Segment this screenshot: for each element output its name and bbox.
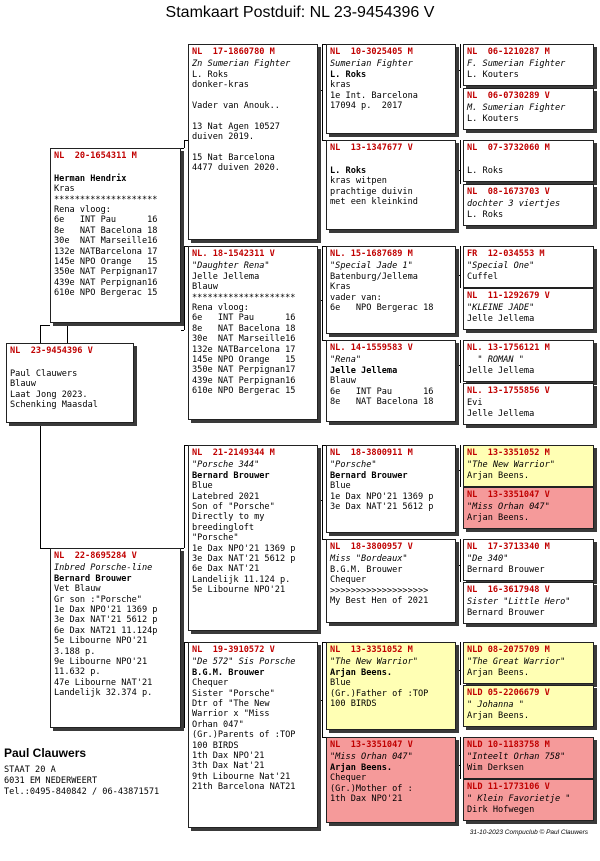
card-line: Bernard Brouwer <box>467 607 545 618</box>
pedigree-card-g4 <box>463 184 594 226</box>
owner-phone: Tel.:0495-840842 / 06-43871571 <box>4 787 160 797</box>
pedigree-card-subject <box>6 343 134 423</box>
ring-number: NLD 08-2075709 M <box>467 645 550 655</box>
card-line: Inbred Porsche-line <box>54 563 153 574</box>
card-line: L. Roks <box>330 69 367 80</box>
card-line: met een kleinkind <box>330 197 418 208</box>
ring-number: NL 11-1292679 V <box>467 291 550 301</box>
pedigree-card-g2 <box>463 88 594 130</box>
ring-number: NL 13-3351052 M <box>330 645 413 655</box>
card-line: 1e Dax NPO'21 1369 p <box>330 491 434 502</box>
card-line: Herman Hendrix <box>54 173 127 184</box>
pedigree-card-ffm <box>326 140 456 230</box>
card-line: Blue <box>330 481 351 492</box>
ring-number: FR 12-034553 M <box>467 249 545 259</box>
ring-number: NL 13-3351047 V <box>467 490 550 500</box>
connector-line <box>181 148 184 149</box>
card-line: Batenburg/Jellema <box>330 271 418 282</box>
connector-line <box>181 330 184 331</box>
card-line: 30e NAT Marseille16 <box>54 236 158 247</box>
card-line: "The New Warrior" <box>330 657 418 668</box>
card-line: 3e Dax NAT'21 5612 p <box>330 502 434 513</box>
connector-line <box>456 365 460 366</box>
card-line: 9e Libourne NPO'21 <box>54 657 148 668</box>
connector-line <box>318 500 322 501</box>
card-line: 100 BIRDS <box>192 740 239 751</box>
card-line: 145e NPO Orange 15 <box>54 257 158 268</box>
pedigree-card-g6 <box>463 288 594 330</box>
card-line: 350e NAT Perpignan17 <box>54 267 158 278</box>
ring-number: NLD 11-1773106 V <box>467 782 550 792</box>
card-line: 1th Dax NPO'21 <box>192 751 265 762</box>
pedigree-card-g14 <box>463 685 594 727</box>
card-line: Bernard Brouwer <box>467 564 545 575</box>
card-line: Kras <box>330 282 351 293</box>
card-line <box>54 163 177 173</box>
connector-line <box>456 765 460 766</box>
card-line: 8e NAT Bacelona 18 <box>330 397 434 408</box>
card-line: Jelle Jellema <box>467 313 535 324</box>
ring-number: NL 10-3025405 M <box>330 47 413 57</box>
ring-number: NL 13-3351052 M <box>467 448 550 458</box>
pedigree-card-g3 <box>463 140 594 182</box>
card-line: "Miss Orhan 047" <box>467 502 550 513</box>
ring-number: NL. 13-1755856 V <box>467 386 550 396</box>
card-line: Zn Sumerian Fighter <box>192 59 291 70</box>
card-line <box>192 143 314 153</box>
ring-number: NL 23-9454396 V <box>10 346 93 356</box>
card-line: (Gr.)Parents of :TOP <box>192 730 296 741</box>
card-line: duiven 2019. <box>192 132 255 143</box>
connector-line <box>181 548 184 549</box>
ring-number: NL. 13-1756121 M <box>467 343 550 353</box>
connector-line <box>460 246 461 288</box>
card-line: 11.632 p. <box>54 667 101 678</box>
card-line: L. Roks <box>467 209 504 220</box>
card-line: M. Sumerian Fighter <box>467 103 566 114</box>
card-line: 6e Dax NAT21 11.124p <box>54 625 158 636</box>
connector-line <box>67 326 68 327</box>
card-line: "The Great Warrior" <box>467 657 566 668</box>
card-line: 6e INT Pau 16 <box>192 313 296 324</box>
connector-line <box>460 737 461 779</box>
card-line: (Gr.)Mother of : <box>330 783 413 794</box>
owner-street: STAAT 20 A <box>4 765 56 775</box>
card-line: Rena vloog: <box>54 205 111 216</box>
pedigree-card-fmf <box>326 246 456 334</box>
card-line: Rena vloog: <box>192 303 249 314</box>
card-line: 1th Dax NPO'21 <box>330 794 403 805</box>
card-line: " ROMAN " <box>467 355 524 366</box>
card-line: Sister "Little Hero" <box>467 597 571 608</box>
connector-line <box>184 445 185 548</box>
card-line: L. Kouters <box>467 113 519 124</box>
connector-line <box>184 642 185 728</box>
ring-number: NL 13-1347677 V <box>330 143 413 153</box>
ring-number: NL 13-3351047 V <box>330 740 413 750</box>
card-line: Kras <box>54 184 75 195</box>
ring-number: NL 19-3910572 V <box>192 645 275 655</box>
card-line <box>192 111 314 121</box>
footer-credit: 31-10-2023 Compuclub © Paul Clauwers <box>469 829 588 836</box>
ring-number: NL. 14-1559583 V <box>330 343 413 353</box>
connector-line <box>322 642 323 737</box>
card-line: 15 Nat Barcelona <box>192 153 275 164</box>
connector-line <box>67 326 68 343</box>
ring-number: NL 18-3800957 V <box>330 542 413 552</box>
card-line: "Special One" <box>467 261 535 272</box>
card-line: B.G.M. Brouwer <box>192 667 265 678</box>
card-line: "Porsche 344" <box>192 460 260 471</box>
card-line: "KLEINE JADE" <box>467 303 535 314</box>
pedigree-card-g1 <box>463 44 594 86</box>
card-line: Evi <box>467 398 483 409</box>
owner-city: 6031 EM NEDERWEERT <box>4 776 98 786</box>
card-line: Schenking Maasdal <box>10 400 98 411</box>
card-line: Bernard Brouwer <box>54 573 132 584</box>
card-line <box>467 155 590 165</box>
card-line: 3th Dax Nat'21 <box>192 761 265 772</box>
card-line: Vet Blauw <box>54 584 101 595</box>
card-line: Wim Derksen <box>467 762 524 773</box>
card-line: 6e NPO Bergerac 18 <box>330 303 434 314</box>
ring-number: NL 17-3713340 M <box>467 542 550 552</box>
card-line: F. Sumerian Fighter <box>467 59 566 70</box>
card-line: "Special Jade 1" <box>330 261 413 272</box>
pedigree-card-fff <box>326 44 456 134</box>
connector-line <box>460 44 461 88</box>
card-line: 5e Libourne NPO'21 <box>192 585 286 596</box>
page-title: Stamkaart Postduif: NL 23-9454396 V <box>165 4 435 21</box>
card-line: 47e Libourne NAT'21 <box>54 677 153 688</box>
card-line <box>330 155 452 165</box>
card-line: "Rena" <box>330 355 362 366</box>
pedigree-card-mm <box>188 642 318 828</box>
card-line: Gr son :"Porsche" <box>54 594 142 605</box>
card-line: L. Roks <box>192 69 229 80</box>
owner-name: Paul Clauwers <box>4 746 87 760</box>
connector-line <box>456 670 460 671</box>
card-line: Blauw <box>330 376 356 387</box>
card-line: Arjan Beens. <box>467 470 530 481</box>
pedigree-card-g8 <box>463 383 594 425</box>
connector-line <box>460 340 461 383</box>
card-line: 6e INT Pau 16 <box>54 215 158 226</box>
pedigree-card-g5 <box>463 246 594 288</box>
card-line: Blue <box>330 678 351 689</box>
ring-number: NL 06-1210287 M <box>467 47 550 57</box>
connector-line <box>322 246 323 340</box>
card-line: >>>>>>>>>>>>>>>>>>> <box>330 585 429 596</box>
card-line: Warrior x "Miss <box>192 709 270 720</box>
connector-line <box>318 300 322 301</box>
card-line: Jelle Jellema <box>192 271 260 282</box>
card-line: 439e NAT Perpignan16 <box>54 277 158 288</box>
connector-line <box>40 423 41 548</box>
connector-line <box>456 70 460 71</box>
card-line: Arjan Beens. <box>467 667 530 678</box>
card-line: Jelle Jellema <box>467 408 535 419</box>
ring-number: NL 06-0730289 V <box>467 91 550 101</box>
pedigree-card-mmm <box>326 737 456 823</box>
ring-number: NL 16-3617948 V <box>467 585 550 595</box>
pedigree-card-father <box>50 148 181 323</box>
connector-line <box>456 565 460 566</box>
card-line: "De 572" Sis Porsche <box>192 657 296 668</box>
card-line: "Daughter Rena" <box>192 261 270 272</box>
ring-number: NL 20-1654311 M <box>54 151 137 161</box>
connector-line <box>460 642 461 685</box>
pedigree-card-g13 <box>463 642 594 684</box>
card-line: breedingloft <box>192 522 255 533</box>
card-line: " Johanna " <box>467 700 524 711</box>
pedigree-card-mfm <box>326 539 456 623</box>
card-line: donker-kras <box>192 80 249 91</box>
pedigree-card-g16 <box>463 779 594 821</box>
pedigree-card-mf <box>188 445 318 631</box>
card-line: "Miss Orhan 047" <box>330 752 413 763</box>
pedigree-card-ff <box>188 44 318 240</box>
card-line: "Porsche" <box>330 460 377 471</box>
pedigree-card-g10 <box>463 487 594 529</box>
ring-number: NL 08-1673703 V <box>467 187 550 197</box>
card-line: Vader van Anouk.. <box>192 101 280 112</box>
card-line: L. Kouters <box>467 69 519 80</box>
card-line: Dirk Hofwegen <box>467 804 535 815</box>
card-line: Paul Clauwers <box>10 368 78 379</box>
connector-line <box>40 548 50 549</box>
card-line: ******************** <box>54 194 158 205</box>
card-line: 9th Libourne Nat'21 <box>192 771 291 782</box>
pedigree-card-fmm <box>326 340 456 422</box>
card-line: Bernard Brouwer <box>330 470 408 481</box>
ring-number: NL 22-8695284 V <box>54 551 137 561</box>
card-line: Arjan Beens. <box>330 667 393 678</box>
card-line: Chequer <box>330 773 367 784</box>
card-line: "Inteelt Orhan 758" <box>467 752 566 763</box>
card-line: 8e NAT Bacelona 18 <box>54 225 158 236</box>
card-line: prachtige duivin <box>330 186 413 197</box>
card-line: 350e NAT Perpignan17 <box>192 365 296 376</box>
pedigree-card-g9 <box>463 445 594 487</box>
ring-number: NLD 10-1183758 M <box>467 740 550 750</box>
card-line: vader van: <box>330 292 382 303</box>
pedigree-card-g11 <box>463 539 594 581</box>
card-line: ******************** <box>192 292 296 303</box>
pedigree-card-mff <box>326 445 456 533</box>
card-line: Son of "Porsche" <box>192 502 275 513</box>
card-line: 610e NPO Bergerac 15 <box>54 288 158 299</box>
owner-block <box>4 746 159 798</box>
card-line: 132e NATBarcelona 17 <box>192 344 296 355</box>
card-line: Landelijk 11.124 p. <box>192 574 291 585</box>
card-line: Blauw <box>10 379 36 390</box>
connector-line <box>184 140 185 148</box>
card-line: 13 Nat Agen 10527 <box>192 121 280 132</box>
connector-line <box>456 275 460 276</box>
pedigree-card-mother <box>50 548 181 728</box>
card-line: "The New Warrior" <box>467 460 555 471</box>
card-line: Bernard Brouwer <box>192 470 270 481</box>
card-line: 1e Dax NPO'21 1369 p <box>54 605 158 616</box>
pedigree-card-g12 <box>463 582 594 624</box>
card-line: B.G.M. Brouwer <box>330 564 403 575</box>
card-line: Blauw <box>192 282 218 293</box>
card-line: Dtr of "The New <box>192 699 270 710</box>
ring-number: NL 18-3800911 M <box>330 448 413 458</box>
card-line: 610e NPO Bergerac 15 <box>192 386 296 397</box>
card-line: Arjan Beens. <box>330 762 393 773</box>
card-line: Sister "Porsche" <box>192 688 275 699</box>
connector-line <box>322 44 323 140</box>
card-line: kras <box>330 80 351 91</box>
connector-line <box>460 539 461 582</box>
card-line: Sumerian Fighter <box>330 59 413 70</box>
card-line <box>10 358 130 368</box>
pedigree-card-g7 <box>463 340 594 382</box>
connector-line <box>184 246 185 330</box>
card-line: Miss "Bordeaux" <box>330 554 408 565</box>
card-line: 1e Dax NPO'21 1369 p <box>192 543 296 554</box>
card-line: L. Roks <box>467 165 504 176</box>
ring-number: NL. 15-1687689 M <box>330 249 413 259</box>
card-line: 21th Barcelona NAT21 <box>192 782 296 793</box>
card-line: Directly to my <box>192 512 265 523</box>
card-line: 3e Dax NAT'21 5612 p <box>192 554 296 565</box>
ring-number: NL 17-1860780 M <box>192 47 275 57</box>
connector-line <box>318 700 322 701</box>
ring-number: NLD 05-2206679 V <box>467 688 550 698</box>
pedigree-card-fm <box>188 246 318 420</box>
card-line: 3e Dax NAT'21 5612 p <box>54 615 158 626</box>
ring-number: NL 21-2149344 M <box>192 448 275 458</box>
ring-number: NL. 18-1542311 V <box>192 249 275 259</box>
card-line: Jelle Jellema <box>467 365 535 376</box>
card-line: 17094 p. 2017 <box>330 101 403 112</box>
connector-line <box>40 325 41 343</box>
connector-line <box>460 445 461 487</box>
ring-number: NL 07-3732060 M <box>467 143 550 153</box>
connector-line <box>460 140 461 184</box>
connector-line <box>40 325 50 326</box>
card-line: 6e Dax NAT'21 <box>192 564 260 575</box>
card-line <box>192 91 314 101</box>
card-line: Blue <box>192 481 213 492</box>
card-line: "Porsche" <box>192 533 239 544</box>
card-line: 439e NAT Perpignan16 <box>192 375 296 386</box>
card-line: Chequer <box>192 678 229 689</box>
card-line: Cuffel <box>467 271 499 282</box>
card-line: Arjan Beens. <box>467 512 530 523</box>
card-line: Laat Jong 2023. <box>10 389 88 400</box>
pedigree-card-mmf <box>326 642 456 730</box>
card-line: 6e INT Pau 16 <box>330 386 434 397</box>
card-line: kras witpen <box>330 176 387 187</box>
card-line: 5e Libourne NPO'21 <box>54 636 148 647</box>
card-line: 4477 duiven 2020. <box>192 163 280 174</box>
connector-line <box>456 470 460 471</box>
card-line: 100 BIRDS <box>330 699 377 710</box>
card-line: 132e NATBarcelona 17 <box>54 246 158 257</box>
card-line: Latebred 2021 <box>192 491 260 502</box>
card-line: Landelijk 32.374 p. <box>54 688 153 699</box>
card-line: (Gr.)Father of :TOP <box>330 688 429 699</box>
connector-line <box>181 728 184 729</box>
card-line: 8e NAT Bacelona 18 <box>192 323 296 334</box>
pedigree-card-g15 <box>463 737 594 779</box>
connector-line <box>322 445 323 539</box>
card-line: Chequer <box>330 575 367 586</box>
card-line: Arjan Beens. <box>467 710 530 721</box>
card-line: 30e NAT Marseille16 <box>192 334 296 345</box>
card-line: " Klein Favorietje " <box>467 794 571 805</box>
card-line: 3.188 p. <box>54 646 96 657</box>
connector-line <box>456 170 460 171</box>
card-line: "De 340" <box>467 554 509 565</box>
card-line: dochter 3 viertjes <box>467 199 561 210</box>
card-line: 145e NPO Orange 15 <box>192 355 296 366</box>
card-line: My Best Hen of 2021 <box>330 596 429 607</box>
connector-line <box>318 90 322 91</box>
card-line: L. Roks <box>330 165 367 176</box>
card-line: Jelle Jellema <box>330 365 398 376</box>
card-line: 1e Int. Barcelona <box>330 90 418 101</box>
card-line: Orhan 047" <box>192 719 244 730</box>
